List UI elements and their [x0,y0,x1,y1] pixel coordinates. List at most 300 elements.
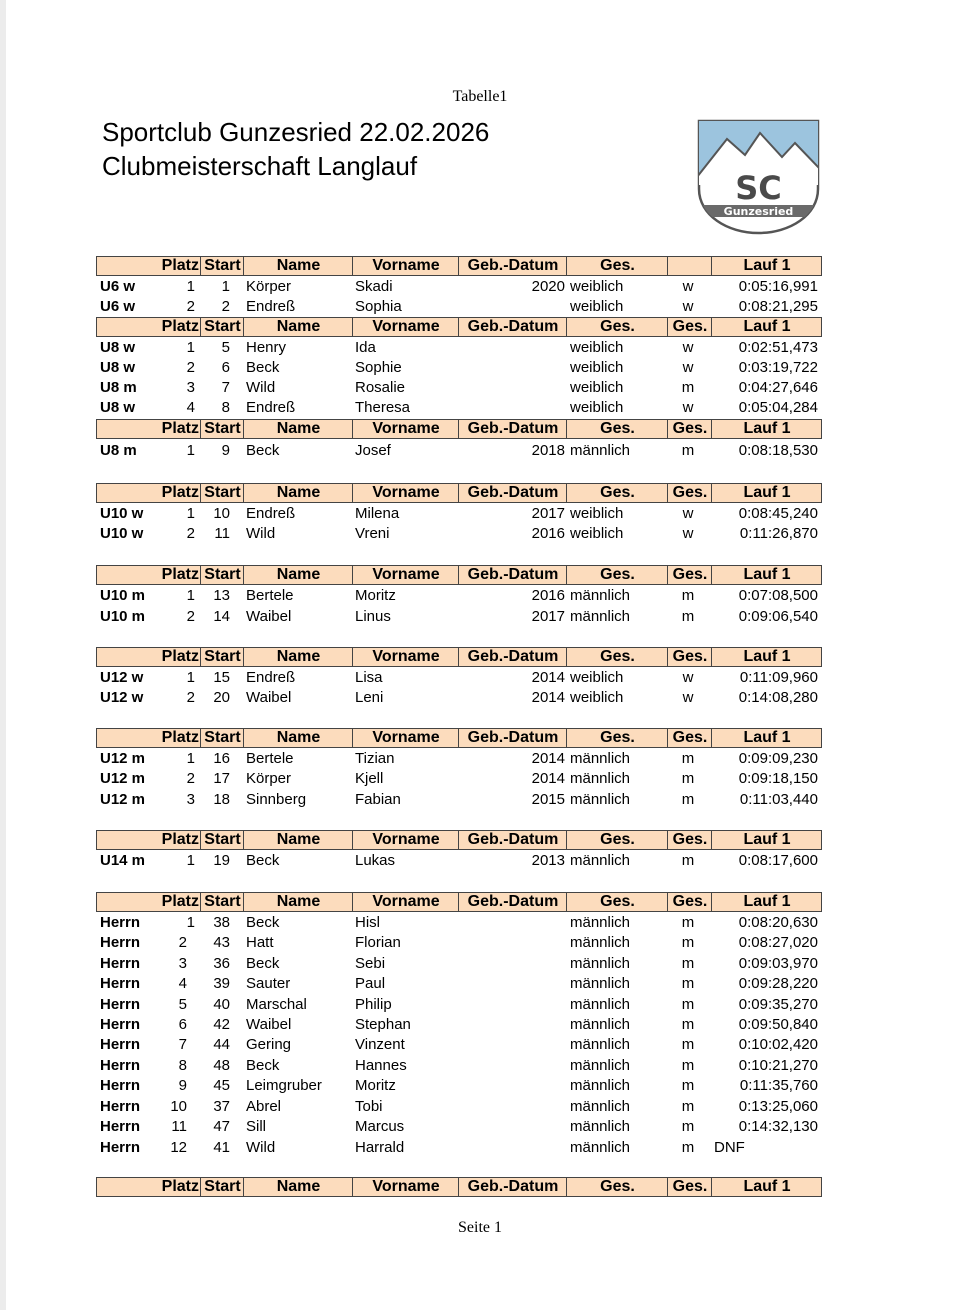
cell-platz: 9 [178,1077,187,1094]
header-lauf: Lauf 1 [711,318,822,336]
header-lauf: Lauf 1 [711,420,822,438]
result-group [96,256,822,317]
cell-lauf: DNF [714,1139,745,1156]
cell-lauf: 0:09:03,970 [738,955,818,972]
header-platz: Platz [161,648,199,665]
cell-lauf: 0:10:02,420 [738,1036,818,1053]
cell-vorname: Tobi [355,1098,383,1115]
table-row [96,688,822,708]
cell-vorname: Vinzent [355,1036,405,1053]
header-platz: Platz [161,257,199,274]
cell-klasse: Herrn [100,1118,141,1135]
cell-start: 2 [221,298,230,315]
page-title: Sportclub Gunzesried 22.02.2026 [102,117,490,147]
header-vorname: Vorname [352,484,459,502]
table-header-row [96,728,822,748]
cell-lauf: 0:08:18,530 [738,442,818,459]
cell-name: Bertele [246,587,294,604]
cell-klasse: Herrn [100,1057,141,1074]
result-group [96,892,822,1158]
cell-ges: weiblich [570,689,624,706]
header-name: Name [243,420,353,438]
cell-ges2: w [682,525,694,542]
cell-lauf: 0:07:08,500 [738,587,818,604]
cell-lauf: 0:09:06,540 [738,608,818,625]
cell-name: Sill [246,1118,267,1135]
cell-start: 48 [213,1057,230,1074]
header-geb: Geb.-Datum [458,566,567,584]
cell-lauf: 0:10:21,270 [738,1057,818,1074]
header-start: Start [200,318,244,336]
cell-ges: männlich [570,975,631,992]
header-platz: Platz [161,831,199,848]
cell-platz: 2 [186,770,195,787]
cell-klasse: U8 m [100,379,137,396]
cell-name: Endreß [246,505,296,522]
header-geb: Geb.-Datum [458,318,567,336]
header-lauf: Lauf 1 [711,893,822,911]
cell-ges2: w [682,689,694,706]
header-lauf: Lauf 1 [711,1178,822,1196]
cell-platz: 4 [186,399,195,416]
cell-vorname: Josef [355,442,391,459]
cell-geb: 2015 [531,791,565,808]
header-platz: Platz [161,484,199,501]
cell-start: 17 [213,770,230,787]
cell-start: 38 [213,914,230,931]
table-header-row [96,317,822,337]
page-edge [0,0,6,1310]
cell-platz: 1 [186,669,195,686]
cell-klasse: Herrn [100,1036,141,1053]
table-header-row [96,419,822,439]
cell-name: Waibel [246,608,292,625]
cell-platz: 1 [186,442,195,459]
table-row [96,1015,822,1035]
cell-name: Beck [246,1057,280,1074]
header-name: Name [243,484,353,502]
table-row [96,850,822,872]
header-name: Name [243,318,353,336]
cell-start: 43 [213,934,230,951]
cell-ges2: w [682,669,694,686]
cell-klasse: Herrn [100,975,141,992]
cell-ges: weiblich [570,525,624,542]
cell-vorname: Fabian [355,791,401,808]
cell-ges: männlich [570,587,631,604]
cell-start: 20 [213,689,230,706]
cell-ges2: m [681,608,695,625]
cell-geb: 2014 [531,689,565,706]
cell-klasse: U12 m [100,791,146,808]
cell-start: 41 [213,1139,230,1156]
header-lauf: Lauf 1 [711,484,822,502]
cell-start: 7 [221,379,230,396]
cell-vorname: Kjell [355,770,384,787]
cell-platz: 1 [186,914,195,931]
cell-klasse: Herrn [100,934,141,951]
cell-ges: männlich [570,1016,631,1033]
cell-ges2: m [681,587,695,604]
cell-ges: männlich [570,914,631,931]
header-vorname: Vorname [352,831,459,849]
cell-klasse: Herrn [100,996,141,1013]
cell-lauf: 0:05:04,284 [738,399,818,416]
cell-ges2: m [681,442,695,459]
cell-platz: 2 [186,689,195,706]
header-start: Start [200,831,244,849]
cell-platz: 1 [186,278,195,295]
cell-start: 18 [213,791,230,808]
table-row [96,748,822,769]
cell-geb: 2017 [531,608,565,625]
cell-geb: 2017 [531,505,565,522]
logo-banner: Gunzesried [723,205,794,218]
header-geb: Geb.-Datum [458,420,567,438]
cell-ges: weiblich [570,505,624,522]
header-ges2: Ges. [667,420,712,438]
cell-ges: männlich [570,1036,631,1053]
table-header-row [96,256,822,276]
cell-ges: männlich [570,934,631,951]
header-vorname: Vorname [352,566,459,584]
cell-vorname: Moritz [355,1077,396,1094]
cell-platz: 2 [186,525,195,542]
cell-platz: 1 [186,505,195,522]
cell-geb: 2013 [531,852,565,869]
table-row [96,524,822,544]
header-lauf: Lauf 1 [711,648,822,666]
cell-platz: 1 [186,339,195,356]
cell-klasse: Herrn [100,914,141,931]
cell-start: 16 [213,750,230,767]
cell-start: 37 [213,1098,230,1115]
cell-vorname: Paul [355,975,386,992]
cell-start: 5 [221,339,230,356]
header-platz: Platz [161,729,199,746]
table-row [96,789,822,810]
cell-vorname: Ida [355,339,376,356]
cell-vorname: Skadi [355,278,393,295]
table-row [96,1096,822,1117]
header-ges: Ges. [566,831,668,849]
header-name: Name [243,831,353,849]
cell-klasse: U14 m [100,852,146,869]
table-row [96,337,822,358]
cell-ges: männlich [570,1057,631,1074]
header-ges: Ges. [566,1178,668,1196]
cell-start: 47 [213,1118,230,1135]
cell-platz: 1 [186,750,195,767]
result-group [96,565,822,627]
header-ges: Ges. [566,484,668,502]
header-geb: Geb.-Datum [458,1178,567,1196]
result-group [96,419,822,462]
cell-ges: weiblich [570,669,624,686]
cell-start: 11 [214,525,230,542]
cell-klasse: U6 w [100,298,136,315]
logo-initials: SC [735,169,782,207]
header-vorname: Vorname [352,648,459,666]
cell-ges2: m [681,379,695,396]
cell-start: 6 [221,359,230,376]
cell-ges: männlich [570,770,631,787]
cell-start: 1 [221,278,230,295]
cell-start: 8 [221,399,230,416]
cell-name: Leimgruber [246,1077,322,1094]
cell-lauf: 0:09:35,270 [738,996,818,1013]
cell-ges2: m [681,1098,695,1115]
cell-start: 39 [213,975,230,992]
cell-lauf: 0:09:09,230 [738,750,818,767]
cell-ges2: m [681,770,695,787]
header-name: Name [243,257,353,275]
table-row [96,297,822,317]
cell-ges2: m [681,955,695,972]
cell-lauf: 0:03:19,722 [738,359,818,376]
cell-lauf: 0:08:27,020 [738,934,818,951]
cell-platz: 1 [186,852,195,869]
table-header-row [96,830,822,850]
cell-vorname: Hisl [355,914,380,931]
table-row [96,1137,822,1158]
cell-name: Gering [246,1036,292,1053]
header-vorname: Vorname [352,420,459,438]
cell-name: Waibel [246,689,292,706]
header-lauf: Lauf 1 [711,831,822,849]
cell-klasse: U10 w [100,525,144,542]
cell-ges: weiblich [570,278,624,295]
cell-ges: männlich [570,750,631,767]
table-row [96,994,822,1015]
table-row [96,358,822,378]
table-row [96,606,822,627]
header-ges: Ges. [566,566,668,584]
header-geb: Geb.-Datum [458,648,567,666]
cell-geb: 2014 [531,770,565,787]
header-ges2: Ges. [667,318,712,336]
cell-lauf: 0:11:09,960 [739,669,818,686]
cell-name: Endreß [246,399,296,416]
page-subtitle: Clubmeisterschaft Langlauf [102,151,418,181]
header-ges: Ges. [566,893,668,911]
cell-vorname: Marcus [355,1118,405,1135]
header-platz: Platz [161,893,199,910]
result-group [96,483,822,544]
header-vorname: Vorname [352,1178,459,1196]
cell-start: 45 [213,1077,230,1094]
header-name: Name [243,729,353,747]
cell-vorname: Leni [355,689,384,706]
header-ges2: Ges. [667,1178,712,1196]
cell-vorname: Moritz [355,587,396,604]
cell-vorname: Lisa [355,669,383,686]
cell-lauf: 0:14:32,130 [738,1118,818,1135]
table-row [96,439,822,462]
cell-lauf: 0:14:08,280 [738,689,818,706]
cell-ges2: m [681,1077,695,1094]
header-name: Name [243,1178,353,1196]
table-header-row [96,565,822,585]
cell-klasse: U12 w [100,689,144,706]
cell-geb: 2014 [531,669,565,686]
cell-klasse: U10 m [100,608,146,625]
cell-klasse: U10 w [100,505,144,522]
header-ges2: Ges. [667,484,712,502]
cell-platz: 5 [178,996,187,1013]
table-header-row [96,1177,822,1197]
header-ges2: Ges. [667,893,712,911]
cell-geb: 2016 [531,525,565,542]
table-row [96,769,822,789]
cell-name: Beck [246,852,280,869]
header-start: Start [200,1178,244,1196]
cell-vorname: Theresa [355,399,411,416]
cell-vorname: Sophia [355,298,402,315]
header-start: Start [200,893,244,911]
cell-vorname: Harrald [355,1139,405,1156]
cell-klasse: U12 w [100,669,144,686]
header-platz: Platz [161,1178,199,1195]
cell-name: Beck [246,359,280,376]
header-vorname: Vorname [352,257,459,275]
cell-ges2: m [681,1016,695,1033]
table-row [96,1117,822,1137]
cell-klasse: U8 w [100,359,136,376]
table-row [96,912,822,933]
cell-geb: 2016 [531,587,565,604]
cell-ges2: w [682,399,694,416]
cell-name: Wild [246,379,276,396]
cell-start: 13 [213,587,230,604]
table-row [96,953,822,974]
cell-start: 40 [213,996,230,1013]
table-row [96,667,822,688]
cell-ges2: w [682,298,694,315]
table-row [96,378,822,398]
header-ges2: Ges. [667,566,712,584]
cell-ges: weiblich [570,298,624,315]
cell-geb: 2020 [531,278,565,295]
page-footer: Seite 1 [458,1219,502,1236]
cell-name: Körper [246,278,292,295]
header-start: Start [200,648,244,666]
cell-ges: männlich [570,852,631,869]
header-lauf: Lauf 1 [711,257,822,275]
table-row [96,276,822,297]
cell-start: 10 [213,505,230,522]
cell-name: Wild [246,525,276,542]
cell-ges2: m [681,996,695,1013]
cell-klasse: Herrn [100,1139,141,1156]
header-start: Start [200,257,244,275]
cell-name: Henry [246,339,287,356]
cell-ges: weiblich [570,379,624,396]
cell-geb: 2014 [531,750,565,767]
cell-ges2: m [681,1118,695,1135]
cell-start: 44 [213,1036,230,1053]
cell-lauf: 0:11:26,870 [739,525,818,542]
header-ges: Ges. [566,318,668,336]
cell-lauf: 0:08:20,630 [738,914,818,931]
cell-vorname: Philip [355,996,392,1013]
cell-ges2: m [681,750,695,767]
cell-platz: 7 [178,1036,187,1053]
cell-geb: 2018 [531,442,565,459]
header-ges2 [667,257,712,275]
header-lauf: Lauf 1 [711,566,822,584]
cell-ges2: m [681,791,695,808]
cell-ges: männlich [570,608,631,625]
cell-name: Beck [246,955,280,972]
header-platz: Platz [161,318,199,335]
table-row [96,1035,822,1055]
cell-vorname: Tizian [355,750,395,767]
cell-name: Bertele [246,750,294,767]
cell-name: Abrel [246,1098,282,1115]
result-group [96,317,822,418]
header-ges2: Ges. [667,831,712,849]
header-vorname: Vorname [352,318,459,336]
cell-vorname: Florian [355,934,401,951]
cell-ges: männlich [570,1139,631,1156]
cell-klasse: U12 m [100,770,146,787]
cell-platz: 11 [171,1118,187,1135]
cell-name: Hatt [246,934,274,951]
result-group [96,1177,822,1197]
header-name: Name [243,893,353,911]
cell-lauf: 0:08:21,295 [738,298,818,315]
cell-start: 15 [213,669,230,686]
header-geb: Geb.-Datum [458,484,567,502]
table-row [96,398,822,418]
header-vorname: Vorname [352,729,459,747]
cell-ges: männlich [570,996,631,1013]
cell-name: Beck [246,442,280,459]
cell-platz: 4 [178,975,187,992]
cell-klasse: Herrn [100,1077,141,1094]
cell-ges: männlich [570,1098,631,1115]
cell-platz: 2 [186,298,195,315]
header-geb: Geb.-Datum [458,831,567,849]
result-group [96,728,822,810]
cell-platz: 1 [186,587,195,604]
cell-name: Endreß [246,298,296,315]
header-start: Start [200,566,244,584]
cell-lauf: 0:04:27,646 [738,379,818,396]
table-header-row [96,483,822,503]
cell-name: Sauter [246,975,291,992]
cell-klasse: U10 m [100,587,146,604]
cell-klasse: U8 m [100,442,137,459]
cell-platz: 3 [178,955,187,972]
cell-platz: 3 [186,379,195,396]
cell-vorname: Hannes [355,1057,407,1074]
cell-lauf: 0:05:16,991 [738,278,818,295]
cell-vorname: Sebi [355,955,386,972]
cell-klasse: U6 w [100,278,136,295]
header-platz: Platz [161,420,199,437]
cell-vorname: Milena [355,505,400,522]
cell-ges2: m [681,1036,695,1053]
cell-platz: 10 [170,1098,187,1115]
header-ges: Ges. [566,648,668,666]
cell-name: Sinnberg [246,791,307,808]
cell-klasse: U8 w [100,399,136,416]
cell-platz: 8 [178,1057,187,1074]
cell-ges: weiblich [570,359,624,376]
cell-klasse: Herrn [100,1098,141,1115]
